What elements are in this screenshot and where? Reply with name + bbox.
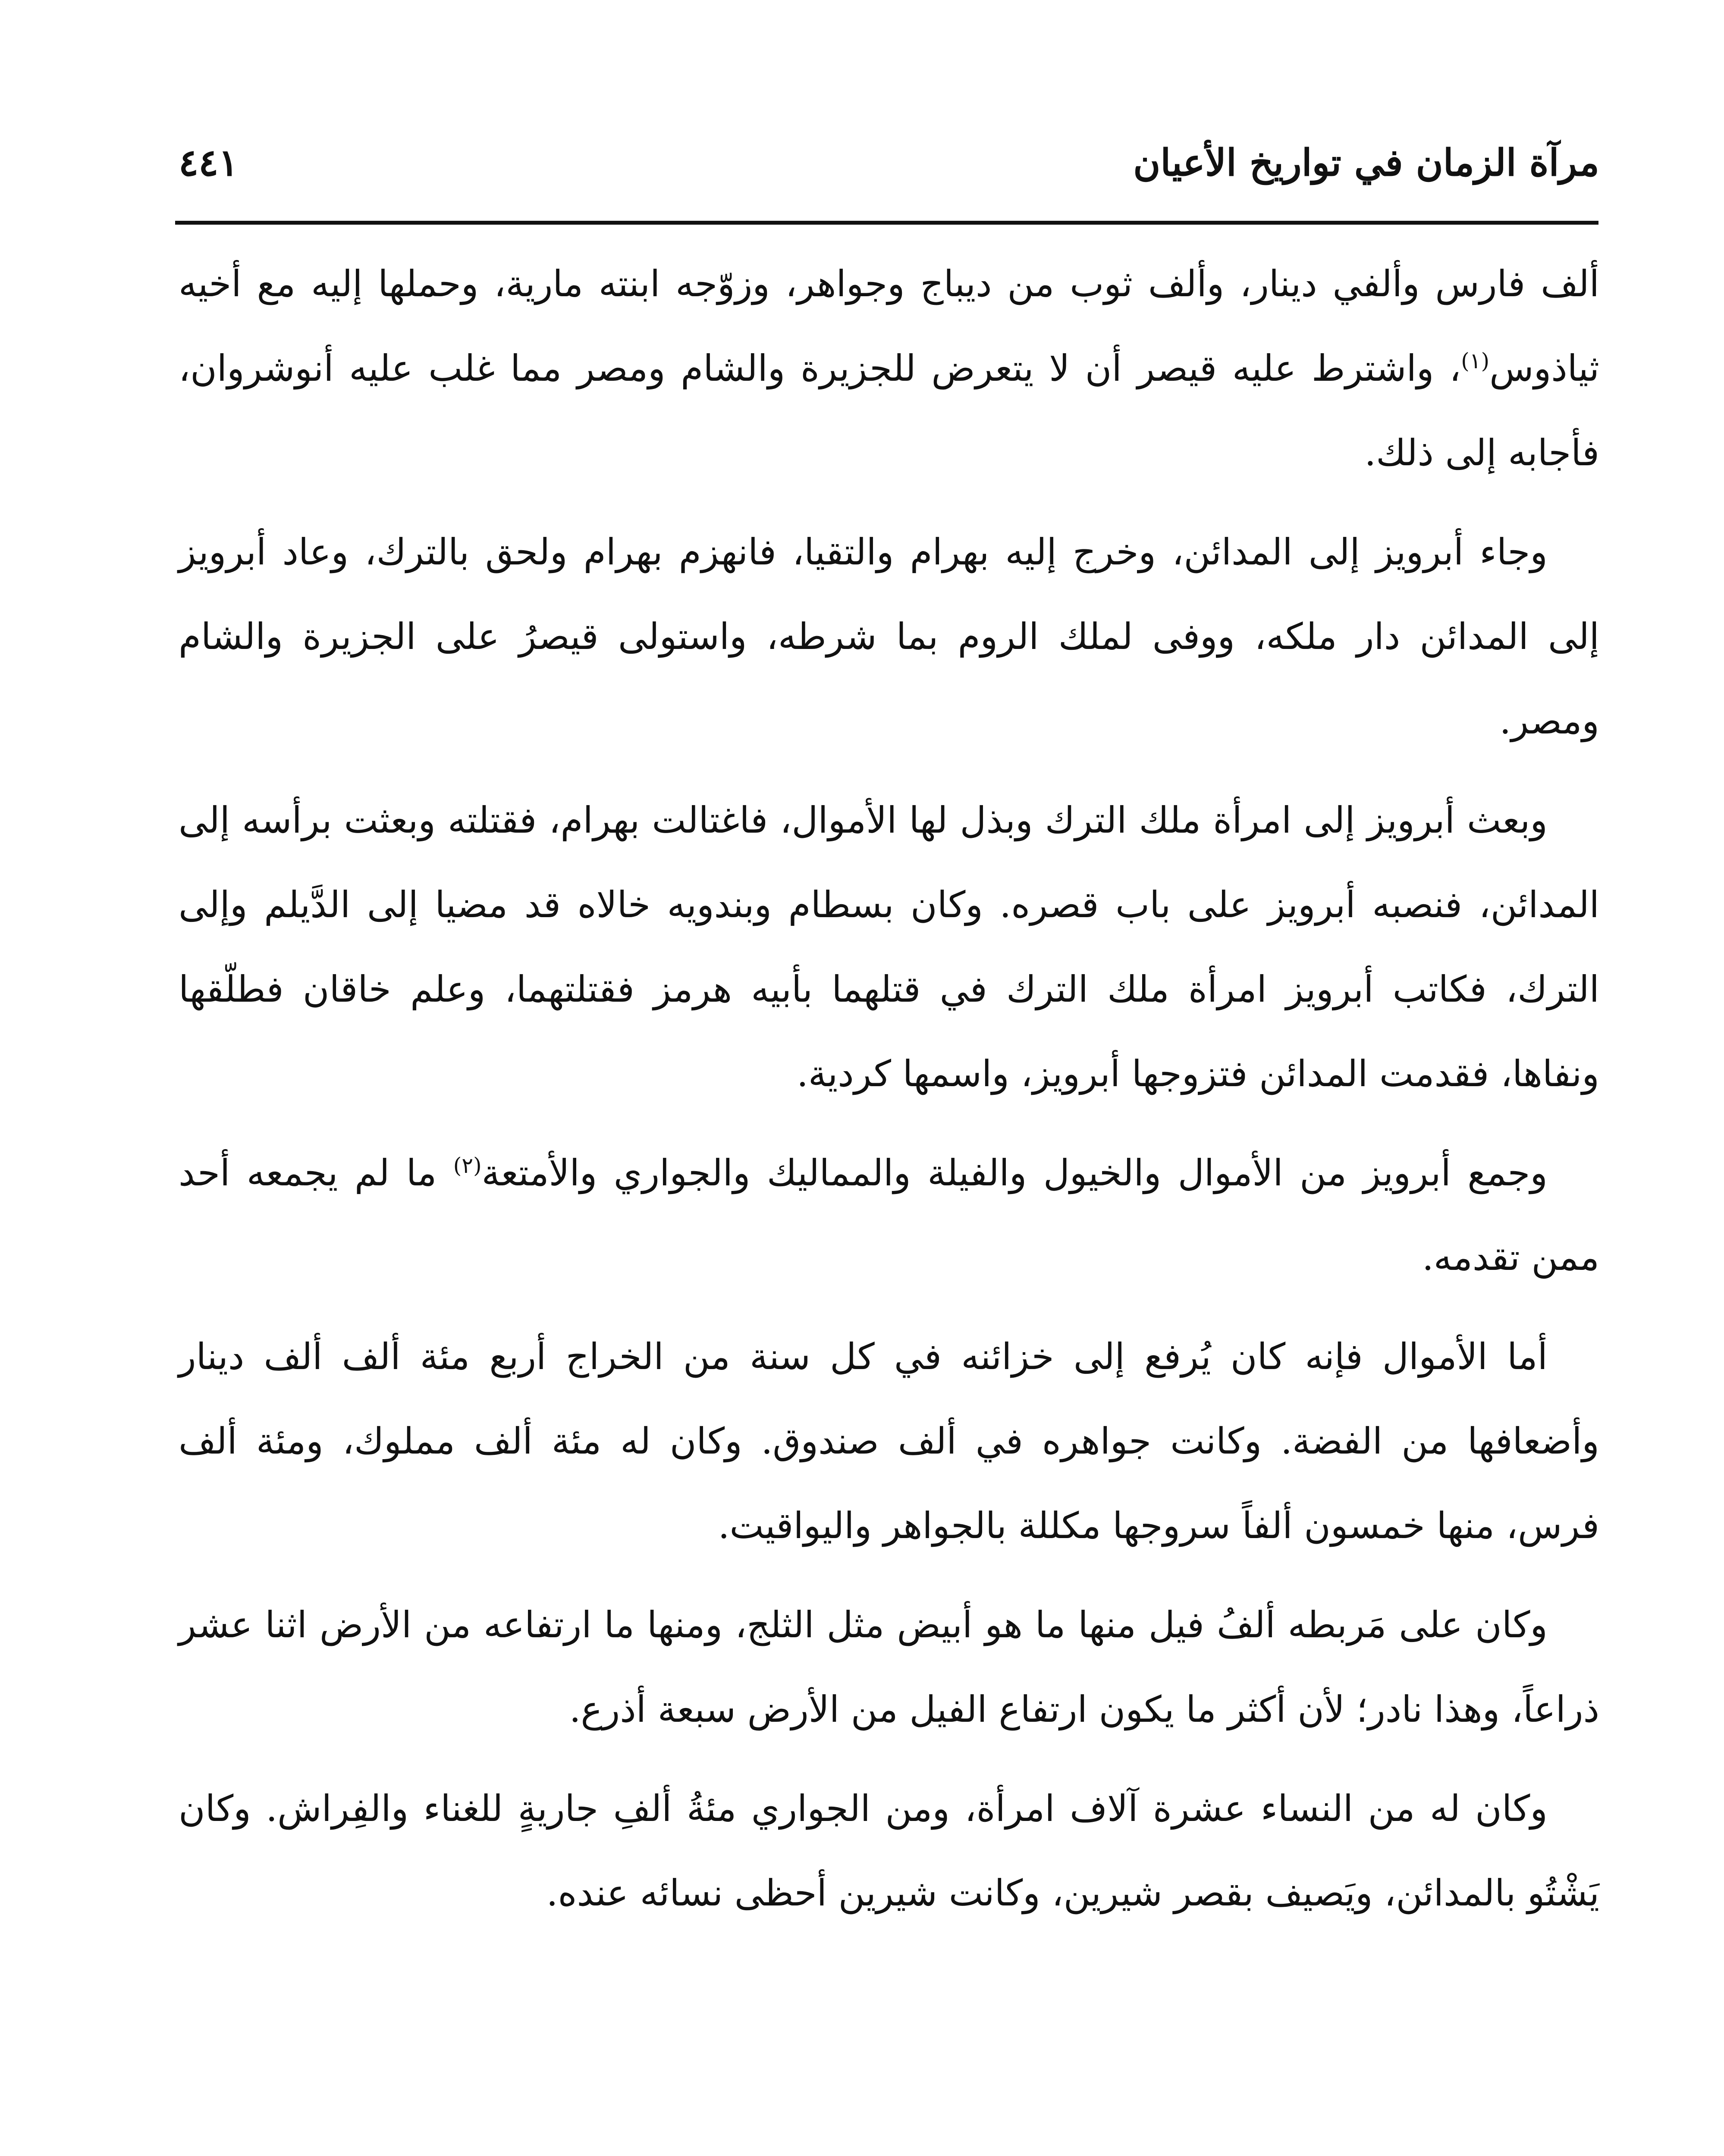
paragraph-1 [179,241,1599,495]
paragraph-2: وجاء أبرويز إلى المدائن، وخرج إليه بهرام والتقيا، فانهزم بهرام ولحق بالترك، وعاد أبرويز إلى المدائن دار ملكه، ووفى لملك الروم بما شرطه، واستولى قيصرُ على الجزيرة والشام ومصر. [179,531,1599,742]
footnote-ref-1: (١) [1461,348,1490,373]
page-number: ٤٤١ [179,141,239,185]
running-header [179,137,1599,189]
paragraph-1-text-b: ، واشترط عليه قيصر أن لا يتعرض للجزيرة والشام ومصر مما غلب عليه أنوشروان، فأجابه إلى ذلك. [179,347,1599,474]
footnote-ref-2: (٢) [453,1153,482,1178]
paragraph-5: أما الأموال فإنه كان يُرفع إلى خزائنه في كل سنة من الخراج أربع مئة ألف ألف دينار وأضعافها من الفضة. وكانت جواهره في ألف صندوق. وكان له مئة ألف مملوك، ومئة ألف فرس، منها خمسون ألفاً سروجها مكللة بالجواهر واليواقيت. [179,1335,1599,1547]
paragraph-3: وبعث أبرويز إلى امرأة ملك الترك وبذل لها الأموال، فاغتالت بهرام، فقتلته وبعثت برأسه إلى المدائن، فنصبه أبرويز على باب قصره. وكان بسطام وبندويه خالاه قد مضيا إلى الدَّيلم وإلى الترك، فكاتب أبرويز امرأة ملك الترك في قتلهما بأبيه هرمز فقتلتهما، وعلم خاقان فطلّقها ونفاها، فقدمت المدائن فتزوجها أبرويز، واسمها كردية. [179,799,1599,1095]
paragraph-4-text-a: وجمع أبرويز من الأموال والخيول والفيلة والمماليك والجواري والأمتعة [481,1152,1548,1194]
main-text [179,241,1599,1950]
paragraph-4-text-b: ما لم يجمعه أحد ممن تقدمه. [179,1152,1599,1279]
paragraph-7: وكان له من النساء عشرة آلاف امرأة، ومن الجواري مئةُ ألفِ جاريةٍ للغناء والفِراش. وكان يَشْتُو بالمدائن، ويَصيف بقصر شيرين، وكانت شيرين أحظى نسائه عنده. [179,1787,1599,1914]
paragraph-6: وكان على مَربطه ألفُ فيل منها ما هو أبيض مثل الثلج، ومنها ما ارتفاعه من الأرض اثنا عشر ذراعاً، وهذا نادر؛ لأن أكثر ما يكون ارتفاع الفيل من الأرض سبعة أذرع. [179,1604,1599,1730]
paragraph-4 [179,1131,1599,1300]
book-title: مرآة الزمان في تواريخ الأعيان [1133,141,1599,185]
header-rule [175,221,1598,225]
paragraph-1-text-a: ألف فارس وألفي دينار، وألف ثوب من ديباج وجواهر، وزوّجه ابنته مارية، وحملها إليه مع أخيه ثياذوس [179,263,1599,389]
